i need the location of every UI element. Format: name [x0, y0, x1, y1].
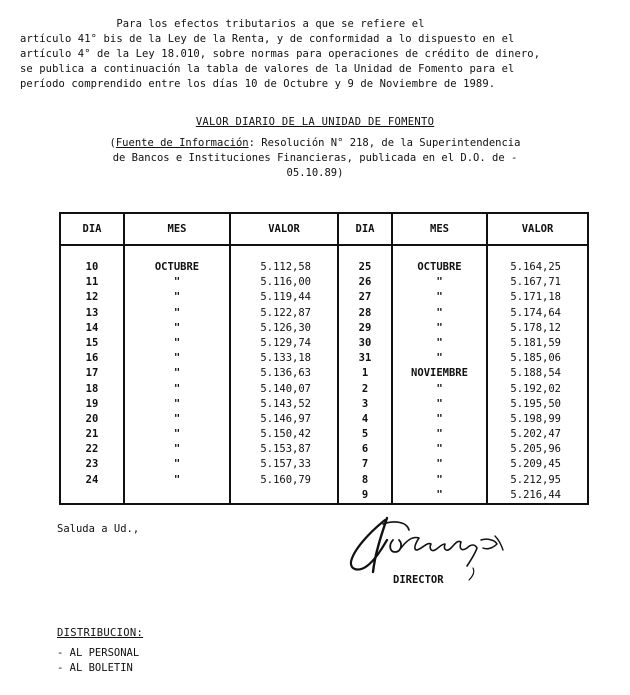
cell-mes: OCTUBRE — [417, 261, 462, 273]
cell-dia: 20 — [85, 412, 99, 425]
cell-valor: 5.209,45 — [510, 458, 561, 471]
cell-dia: 31 — [358, 352, 372, 365]
cell-dia: 22 — [85, 443, 99, 456]
header-valor: VALOR — [230, 213, 338, 245]
cell-dia: 14 — [85, 321, 99, 334]
cell-dia: 28 — [358, 306, 372, 319]
right-dia-column — [338, 245, 392, 504]
cell-dia: 16 — [85, 352, 99, 365]
cell-mes: " — [173, 276, 181, 289]
cell-valor: 5.174,64 — [510, 306, 561, 319]
cell-mes: " — [173, 458, 181, 471]
signature-image — [345, 510, 515, 582]
cell-mes: " — [173, 412, 181, 425]
cell-valor: 5.192,02 — [510, 382, 561, 395]
cell-valor: 5.150,42 — [260, 428, 311, 441]
source-line-3: 05.10.89) — [286, 167, 344, 179]
cell-valor: 5.116,00 — [260, 276, 311, 289]
cell-mes: " — [436, 473, 443, 486]
cell-dia: 13 — [85, 306, 99, 319]
cell-valor: 5.205,96 — [510, 443, 561, 456]
header-mes: MES — [392, 213, 487, 245]
cell-mes: " — [436, 488, 443, 501]
cell-dia: 6 — [361, 443, 369, 456]
cell-valor: 5.167,71 — [510, 276, 561, 289]
cell-valor: 5.212,95 — [510, 473, 561, 486]
cell-dia: 29 — [358, 321, 372, 334]
cell-dia: 17 — [85, 367, 99, 380]
cell-dia: 9 — [361, 488, 369, 501]
cell-valor: 5.122,87 — [260, 306, 311, 319]
cell-dia: 23 — [85, 458, 99, 471]
cell-mes: OCTUBRE — [154, 261, 200, 273]
table-body-row — [60, 245, 588, 504]
cell-dia: 18 — [85, 382, 99, 395]
cell-dia: 15 — [85, 336, 99, 349]
cell-valor: 5.198,99 — [510, 412, 561, 425]
source-note — [0, 136, 630, 181]
header-dia: DIA — [60, 213, 124, 245]
header-mes: MES — [124, 213, 230, 245]
cell-valor: 5.136,63 — [260, 367, 311, 380]
cell-dia: 21 — [85, 428, 99, 441]
cell-mes: " — [436, 443, 443, 456]
header-valor: VALOR — [487, 213, 588, 245]
cell-valor: 5.153,87 — [260, 443, 311, 456]
cell-mes: " — [436, 352, 443, 365]
distribution-item: - AL PERSONAL — [57, 647, 140, 659]
cell-dia: 26 — [358, 276, 372, 289]
source-open-paren: ( — [109, 137, 116, 149]
cell-valor: 5.171,18 — [510, 291, 561, 304]
cell-valor: 5.146,97 — [260, 412, 311, 425]
intro-line: Para los efectos tributarios a que se refiere el — [20, 18, 425, 30]
table-header-row — [60, 213, 588, 245]
cell-valor: 5.202,47 — [510, 428, 561, 441]
cell-dia: 2 — [361, 382, 369, 395]
cell-valor: 5.160,79 — [260, 473, 311, 486]
signer-title: DIRECTOR — [393, 574, 444, 586]
cell-valor: 5.129,74 — [260, 336, 311, 349]
cell-valor: 5.140,07 — [260, 382, 311, 395]
cell-dia: 4 — [361, 412, 369, 425]
cell-mes: " — [436, 382, 443, 395]
cell-valor: 5.112,58 — [260, 261, 311, 273]
cell-dia: 8 — [361, 473, 369, 486]
cell-valor: 5.178,12 — [510, 321, 561, 334]
left-dia-column — [60, 245, 124, 504]
cell-valor: 5.119,44 — [260, 291, 311, 304]
cell-mes: " — [436, 306, 443, 319]
cell-mes: " — [436, 458, 443, 471]
cell-mes: " — [173, 473, 181, 486]
cell-mes: " — [436, 291, 443, 304]
cell-mes: " — [173, 306, 181, 319]
cell-mes: " — [173, 382, 181, 395]
cell-mes: " — [173, 367, 181, 380]
source-text: : Resolución N° 218, de la Superintendencia — [248, 137, 521, 149]
cell-dia: 19 — [85, 397, 99, 410]
cell-valor: 5.126,30 — [260, 321, 311, 334]
cell-valor: 5.216,44 — [510, 488, 561, 501]
cell-dia: 11 — [85, 276, 99, 289]
cell-valor: 5.185,06 — [510, 352, 561, 365]
distribution-item: - AL BOLETIN — [57, 662, 133, 674]
cell-mes: " — [173, 352, 181, 365]
table-title: VALOR DIARIO DE LA UNIDAD DE FOMENTO — [195, 116, 435, 128]
header-dia: DIA — [338, 213, 392, 245]
cell-valor: 5.181,59 — [510, 336, 561, 349]
cell-dia: 1 — [361, 367, 369, 380]
cell-dia: 7 — [361, 458, 369, 471]
cell-mes: NOVIEMBRE — [411, 367, 468, 380]
cell-valor: 5.188,54 — [510, 367, 561, 380]
intro-paragraph — [20, 17, 610, 92]
cell-dia: 27 — [358, 291, 372, 304]
cell-mes: " — [436, 336, 443, 349]
cell-mes: " — [173, 428, 181, 441]
distribution-heading: DISTRIBUCION: — [57, 627, 144, 639]
cell-valor: 5.157,33 — [260, 458, 311, 471]
cell-mes: " — [436, 276, 443, 289]
cell-mes: " — [436, 412, 443, 425]
cell-dia: 12 — [85, 291, 99, 304]
cell-mes: " — [436, 321, 443, 334]
cell-dia: 24 — [85, 473, 99, 486]
cell-valor: 5.133,18 — [260, 352, 311, 365]
cell-valor: 5.164,25 — [510, 261, 561, 273]
source-line-1 — [0, 136, 630, 151]
cell-mes: " — [436, 428, 443, 441]
source-line-2: de Bancos e Instituciones Financieras, publicada en el D.O. de - — [112, 152, 518, 164]
cell-dia: 5 — [361, 428, 369, 441]
intro-line: período comprendido entre los días 10 de Octubre y 9 de Noviembre de 1989. — [20, 78, 496, 90]
cell-mes: " — [173, 397, 181, 410]
cell-dia: 30 — [358, 336, 372, 349]
right-mes-column — [392, 245, 487, 504]
cell-mes: " — [173, 336, 181, 349]
cell-mes: " — [173, 321, 181, 334]
right-valor-column — [487, 245, 588, 504]
cell-valor: 5.143,52 — [260, 397, 311, 410]
left-mes-column — [124, 245, 230, 504]
cell-dia: 10 — [85, 261, 99, 273]
cell-mes: " — [173, 291, 181, 304]
uf-values-table — [59, 212, 589, 505]
left-valor-column — [230, 245, 338, 504]
intro-line: artículo 4° de la Ley 18.010, sobre normas para operaciones de crédito de dinero, — [20, 48, 541, 60]
cell-dia: 25 — [358, 261, 372, 273]
cell-mes: " — [436, 397, 443, 410]
intro-line: se publica a continuación la tabla de valores de la Unidad de Fomento para el — [20, 63, 515, 75]
cell-valor: 5.195,50 — [510, 397, 561, 410]
cell-mes: " — [173, 443, 181, 456]
source-label: Fuente de Información — [115, 137, 249, 149]
cell-dia: 3 — [361, 397, 369, 410]
intro-line: artículo 41° bis de la Ley de la Renta, y de conformidad a lo dispuesto en el — [20, 33, 515, 45]
greeting: Saluda a Ud., — [57, 523, 140, 535]
